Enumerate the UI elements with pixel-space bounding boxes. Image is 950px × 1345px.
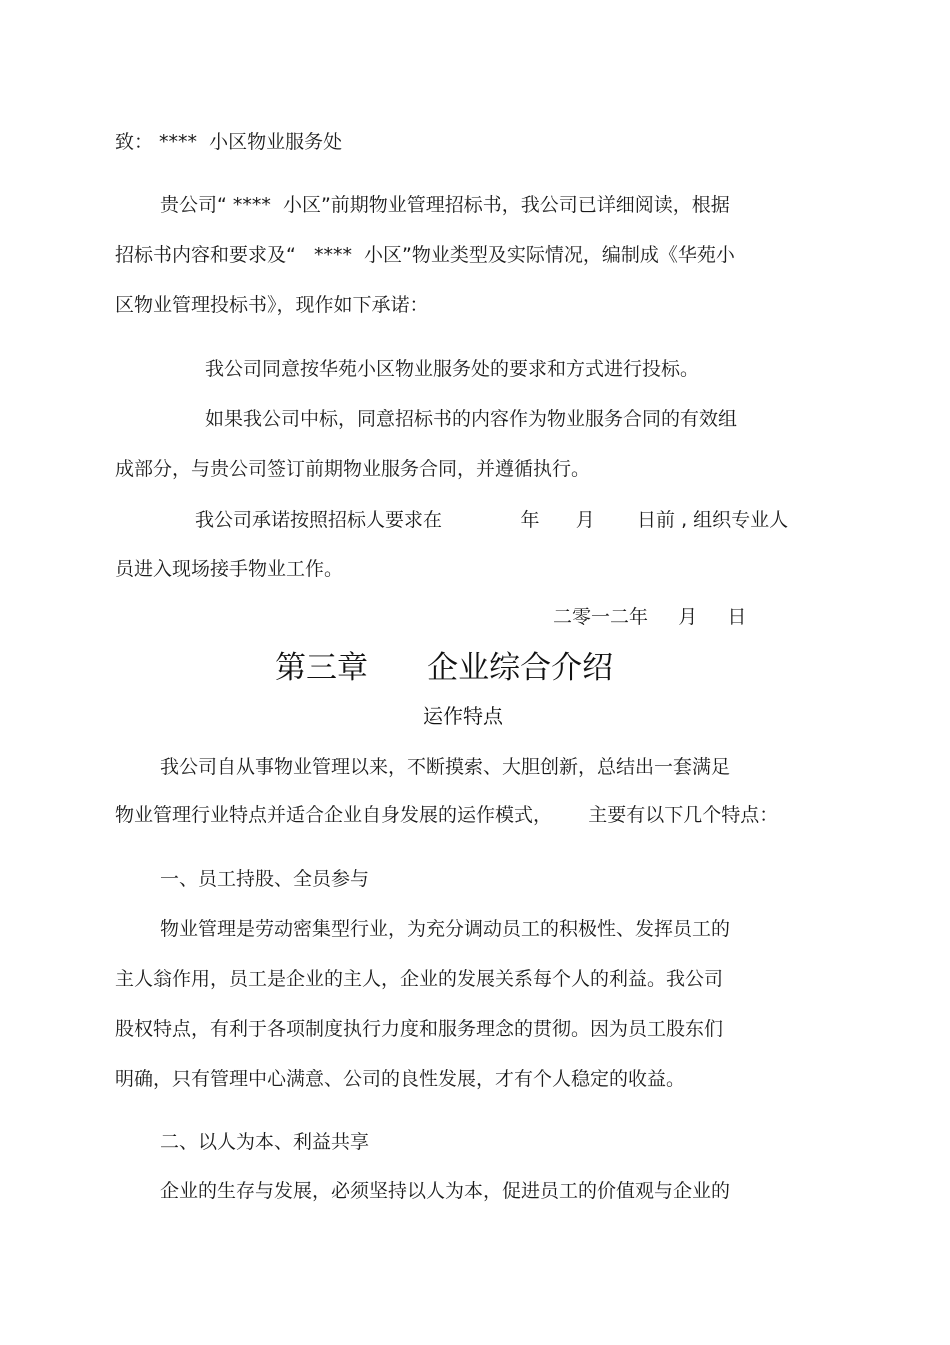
section-title: 运作特点	[423, 704, 503, 728]
letter-intro-line-3: 区物业管理投标书》，现作如下承诺：	[115, 294, 429, 316]
chapter-title: 第三章 企业综合介绍	[275, 650, 614, 686]
point-1-body-line-4: 明确，只有管理中心满意、公司的良性发展，才有个人稳定的收益。	[115, 1068, 686, 1090]
point-2-body-line-1: 企业的生存与发展，必须坚持以人为本，促进员工的价值观与企业的	[160, 1180, 731, 1202]
chapter-intro-line-1: 我公司自从事物业管理以来，不断摸索、大胆创新，总结出一套满足	[160, 756, 731, 778]
promise-2-line-2: 成部分，与贵公司签订前期物业服务合同，并遵循执行。	[115, 458, 591, 480]
promise-3-line-2: 员进入现场接手物业工作。	[115, 558, 344, 580]
point-1-heading: 一、员工持股、全员参与	[160, 868, 370, 890]
chapter-intro-line-2: 物业管理行业特点并适合企业自身发展的运作模式， 主要有以下几个特点：	[115, 804, 779, 826]
letter-intro-line-2: 招标书内容和要求及“ **** 小区”物业类型及实际情况，编制成《华苑小	[115, 244, 735, 266]
point-2-heading: 二、以人为本、利益共享	[160, 1131, 370, 1153]
letter-salutation: 致： **** 小区物业服务处	[115, 131, 343, 153]
point-1-body-line-1: 物业管理是劳动密集型行业，为充分调动员工的积极性、发挥员工的	[160, 918, 731, 940]
promise-2-line-1: 如果我公司中标，同意招标书的内容作为物业服务合同的有效组	[205, 408, 738, 430]
promise-1: 我公司同意按华苑小区物业服务处的要求和方式进行投标。	[205, 358, 700, 380]
point-1-body-line-2: 主人翁作用，员工是企业的主人，企业的发展关系每个人的利益。我公司	[115, 968, 724, 990]
promise-3-line-1: 我公司承诺按照招标人要求在 年 月 日前 , 组织专业人	[195, 509, 789, 531]
letter-intro-line-1: 贵公司“ **** 小区”前期物业管理招标书，我公司已详细阅读，根据	[160, 194, 730, 216]
point-1-body-line-3: 股权特点，有利于各项制度执行力度和服务理念的贯彻。因为员工股东们	[115, 1018, 724, 1040]
letter-date: 二零一二年 月 日	[553, 606, 747, 628]
